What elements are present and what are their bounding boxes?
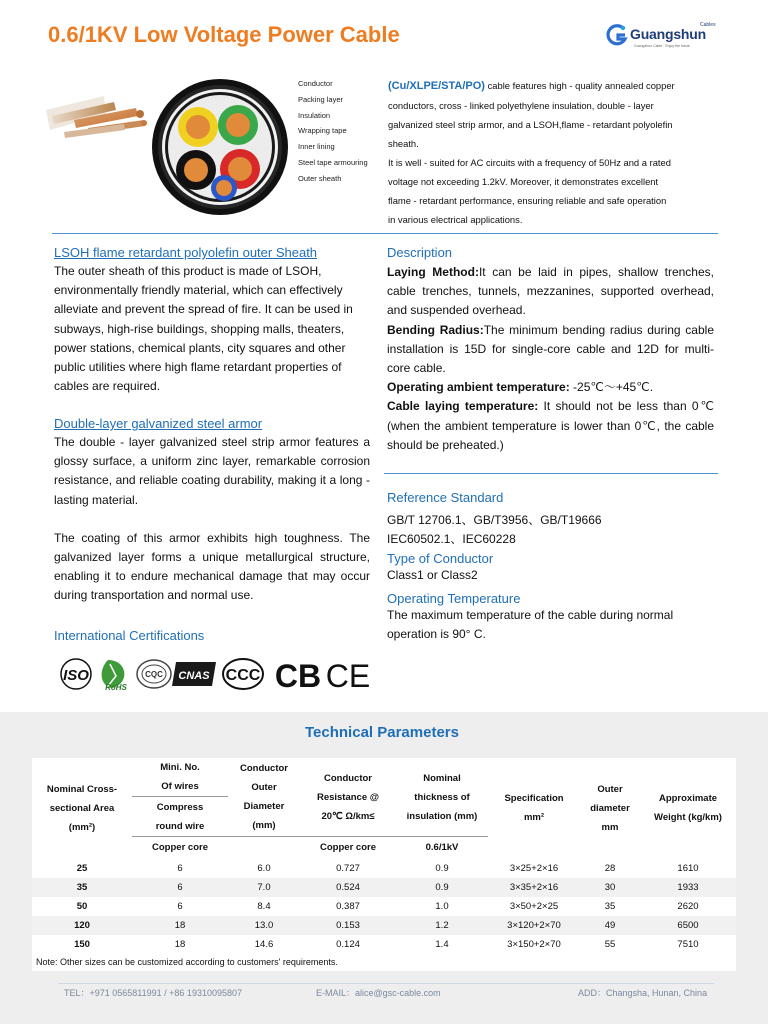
diagram-label: Outer sheath bbox=[298, 173, 342, 183]
cell-resistance: 0.124 bbox=[300, 935, 396, 954]
certification-logos bbox=[58, 656, 370, 692]
cell-spec: 3×120+2×70 bbox=[488, 916, 580, 935]
ambient-temperature-value: -25℃～+45℃. bbox=[569, 380, 654, 395]
cell-resistance: 0.727 bbox=[300, 859, 396, 878]
cell-weight: 1933 bbox=[640, 878, 736, 897]
intro-line: in various electrical applications. bbox=[388, 214, 523, 225]
intro-line: voltage not exceeding 1.2kV. Moreover, it demonstrates excellent bbox=[388, 176, 659, 187]
header-voltage: 0.6/1kV bbox=[396, 837, 488, 859]
cell-wires: 18 bbox=[132, 916, 228, 935]
intro-line: flame - retardant performance, ensuring reliable and safe operation bbox=[388, 195, 667, 206]
cell-diameter: 14.6 bbox=[228, 935, 300, 954]
cqc-logo-text: CQC bbox=[145, 670, 163, 679]
diagram-label: Packing layer bbox=[298, 94, 344, 104]
cell-diameter: 6.0 bbox=[228, 859, 300, 878]
ambient-temperature-text bbox=[387, 378, 714, 397]
lsoh-text: The outer sheath of this product is made of LSOH, environmentally friendly material, which can effectively alleviate and prevent the spread of fire. It can be used in subways, high-rise buildings, shopping malls, theaters, power stations, chemical plants, city squares and other public utilities where high flame retardant properties of cables are required. bbox=[54, 264, 353, 394]
rohs-logo-icon bbox=[102, 660, 128, 692]
armor-section bbox=[54, 416, 370, 606]
cell-wires: 18 bbox=[132, 935, 228, 954]
header-area: Nominal Cross-sectional Area (mm²) bbox=[32, 758, 132, 859]
cell-area: 25 bbox=[32, 859, 132, 878]
cell-outer: 55 bbox=[580, 935, 640, 954]
cable-photo-image bbox=[44, 80, 152, 150]
intro-line: cable features high - quality annealed copper bbox=[484, 80, 675, 91]
reference-line-1: GB/T 12706.1、GB/T3956、GB/T19666 bbox=[387, 513, 602, 527]
cnas-logo-text: CNAS bbox=[178, 670, 210, 682]
divider bbox=[384, 473, 718, 474]
header-resistance: Conductor Resistance @ 20℃ Ω/km≤ bbox=[300, 758, 396, 837]
lsoh-title: LSOH flame retardant polyolefin outer Sheath bbox=[54, 245, 318, 260]
intro-line: sheath. bbox=[388, 138, 419, 149]
table-row bbox=[32, 935, 736, 954]
ce-logo-icon bbox=[326, 658, 370, 692]
operating-section bbox=[387, 591, 714, 644]
header-copper-core-2: Copper core bbox=[300, 837, 396, 859]
cell-area: 50 bbox=[32, 897, 132, 916]
cell-diameter: 13.0 bbox=[228, 916, 300, 935]
ccc-logo-icon bbox=[223, 659, 263, 689]
cable-type-highlight: (Cu/XLPE/STA/PO) bbox=[388, 80, 485, 92]
bending-radius-label: Bending Radius: bbox=[387, 322, 484, 337]
page-title: 0.6/1KV Low Voltage Power Cable bbox=[48, 22, 400, 47]
laying-temperature-value: It should not be less than 0℃ (when the ambient temperature is lower than 0℃, the cable should be preheated.) bbox=[387, 399, 714, 452]
ce-logo-text: CE bbox=[325, 658, 370, 692]
certifications-section bbox=[54, 628, 370, 643]
cell-outer: 28 bbox=[580, 859, 640, 878]
logo-slogan: Guangshun Cable · Enjoy the future bbox=[634, 44, 690, 48]
cell-resistance: 0.524 bbox=[300, 878, 396, 897]
laying-temperature-text bbox=[387, 397, 714, 455]
cell-diameter: 7.0 bbox=[228, 878, 300, 897]
technical-parameters-title: Technical Parameters bbox=[305, 724, 459, 741]
table-row bbox=[32, 897, 736, 916]
conductor-title: Type of Conductor bbox=[387, 551, 494, 566]
cell-resistance: 0.387 bbox=[300, 897, 396, 916]
bending-radius-value: The minimum bending radius during cable installation is 15D for single-core cable and 12D for multi-core cable. bbox=[387, 322, 714, 376]
diagram-label: Wrapping tape bbox=[298, 126, 347, 136]
laying-method-value: It can be laid in pipes, shallow trenches, cable trenches, tunnels, mezzanines, supported overhead, and suspended overhead. bbox=[387, 265, 714, 318]
header-diameter: Conductor Outer Diameter (mm) bbox=[228, 758, 300, 837]
reference-section bbox=[387, 490, 714, 549]
certifications-title: International Certifications bbox=[54, 628, 205, 643]
cell-thickness: 1.2 bbox=[396, 916, 488, 935]
cell-weight: 1610 bbox=[640, 859, 736, 878]
cb-logo-text: CB bbox=[274, 658, 322, 692]
conductor-section bbox=[387, 551, 714, 585]
cell-outer: 35 bbox=[580, 897, 640, 916]
company-logo bbox=[606, 22, 726, 54]
description-title: Description bbox=[387, 245, 453, 260]
intro-line: galvanized steel strip armor, and a LSOH,flame - retardant polyolefin bbox=[388, 119, 673, 130]
table-row bbox=[32, 916, 736, 935]
lsoh-section bbox=[54, 245, 370, 396]
cell-outer: 30 bbox=[580, 878, 640, 897]
cqc-logo-icon bbox=[137, 660, 171, 688]
diagram-label: Conductor bbox=[298, 79, 333, 88]
header-compress: Compress round wire bbox=[132, 797, 228, 837]
reference-title: Reference Standard bbox=[387, 490, 504, 505]
ccc-logo-text: CCC bbox=[225, 667, 261, 684]
intro-paragraph bbox=[388, 76, 718, 229]
laying-method-text bbox=[387, 263, 714, 321]
diagram-label: Steel tape armouring bbox=[298, 157, 368, 167]
description-section bbox=[387, 245, 714, 455]
cell-spec: 3×25+2×16 bbox=[488, 859, 580, 878]
footer-email: E-MAIL：alice@gsc-cable.com bbox=[316, 988, 441, 998]
header-outer-diameter: Outer diameter mm bbox=[580, 758, 640, 859]
footer-address: ADD：Changsha, Hunan, China bbox=[578, 988, 708, 998]
iso-logo-text: ISO bbox=[63, 667, 89, 684]
table-row bbox=[32, 878, 736, 897]
cell-area: 150 bbox=[32, 935, 132, 954]
cell-spec: 3×150+2×70 bbox=[488, 935, 580, 954]
cell-thickness: 1.4 bbox=[396, 935, 488, 954]
diagram-label: Inner lining bbox=[298, 142, 335, 152]
technical-parameters-table bbox=[32, 758, 736, 955]
cell-thickness: 1.0 bbox=[396, 897, 488, 916]
bending-radius-text bbox=[387, 321, 714, 379]
iso-logo-icon bbox=[61, 659, 91, 689]
cnas-logo-icon bbox=[172, 662, 216, 686]
cell-area: 35 bbox=[32, 878, 132, 897]
diagram-labels bbox=[298, 76, 368, 187]
intro-line: It is well - suited for AC circuits with a frequency of 50Hz and a rated bbox=[388, 157, 671, 168]
cell-weight: 6500 bbox=[640, 916, 736, 935]
conductor-text: Class1 or Class2 bbox=[387, 568, 478, 582]
cell-wires: 6 bbox=[132, 897, 228, 916]
cell-resistance: 0.153 bbox=[300, 916, 396, 935]
logo-small-text: Cables bbox=[700, 22, 716, 28]
cell-area: 120 bbox=[32, 916, 132, 935]
header-weight: Approximate Weight (kg/km) bbox=[640, 758, 736, 859]
header-thickness: Nominal thickness of insulation (mm) bbox=[396, 758, 488, 837]
cell-thickness: 0.9 bbox=[396, 859, 488, 878]
laying-method-label: Laying Method: bbox=[387, 265, 479, 279]
armor-text-1: The double - layer galvanized steel strip armor features a glossy surface, a uniform zinc layer, remarkable corrosion resistance, and reliable coating durability, making it a long - lasting material. bbox=[54, 435, 370, 507]
armor-title: Double-layer galvanized steel armor bbox=[54, 416, 263, 431]
intro-line: conductors, cross - linked polyethylene insulation, double - layer bbox=[388, 100, 654, 111]
diagram-label: Insulation bbox=[298, 110, 331, 120]
cell-spec: 3×35+2×16 bbox=[488, 878, 580, 897]
cell-diameter: 8.4 bbox=[228, 897, 300, 916]
cell-outer: 49 bbox=[580, 916, 640, 935]
header-empty-cell bbox=[228, 837, 300, 859]
divider bbox=[52, 233, 718, 234]
rohs-logo-text: RoHS bbox=[105, 683, 127, 692]
table-row bbox=[32, 859, 736, 878]
logo-mark-icon bbox=[606, 24, 628, 46]
header-wires: Mini. No. Of wires bbox=[132, 758, 228, 797]
reference-line-2: IEC60502.1、IEC60228 bbox=[387, 532, 516, 547]
cell-wires: 6 bbox=[132, 859, 228, 878]
ambient-temperature-label: Operating ambient temperature: bbox=[387, 380, 570, 395]
footer-telephone: TEL：+971 0565811991 / +86 19310095807 bbox=[64, 988, 242, 998]
header-specification: Specification mm² bbox=[488, 758, 580, 859]
cb-logo-icon bbox=[275, 658, 321, 692]
logo-name: Guangshun bbox=[630, 26, 706, 42]
cell-weight: 7510 bbox=[640, 935, 736, 954]
cell-wires: 6 bbox=[132, 878, 228, 897]
cell-weight: 2620 bbox=[640, 897, 736, 916]
table-note: Note: Other sizes can be customized according to customers' requirements. bbox=[32, 953, 736, 971]
cell-thickness: 0.9 bbox=[396, 878, 488, 897]
cable-cross-section-diagram bbox=[150, 72, 290, 222]
armor-text-2: The coating of this armor exhibits high toughness. The galvanized layer forms a unique metallurgical structure, enabling it to endure mechanical damage that may occur during transportation and normal use. bbox=[54, 530, 370, 603]
header-copper-core-1: Copper core bbox=[132, 837, 228, 859]
footer-divider bbox=[58, 983, 714, 984]
laying-temperature-label: Cable laying temperature: bbox=[387, 399, 539, 414]
cell-spec: 3×50+2×25 bbox=[488, 897, 580, 916]
operating-title: Operating Temperature bbox=[387, 591, 521, 606]
operating-text: The maximum temperature of the cable during normal operation is 90° C. bbox=[387, 608, 674, 642]
